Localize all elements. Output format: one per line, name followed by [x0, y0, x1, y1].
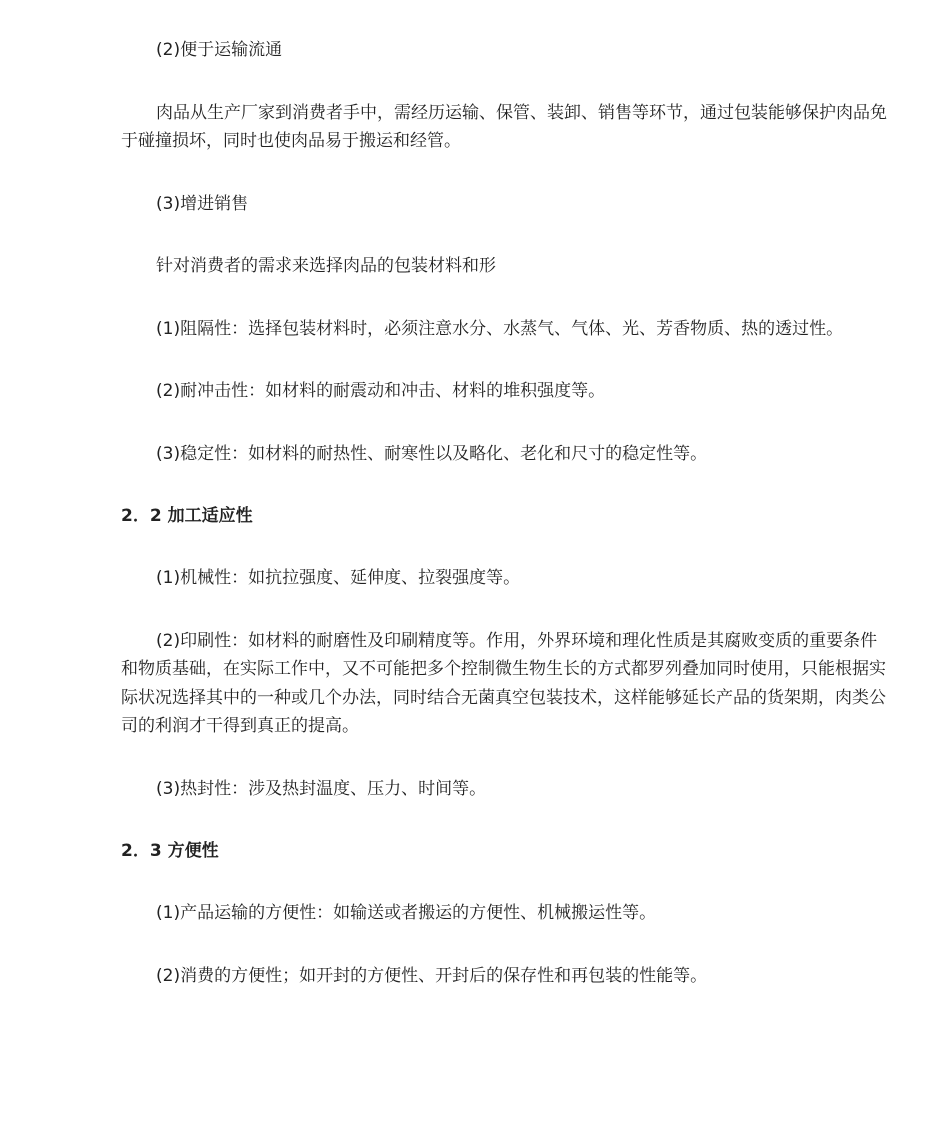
paragraph-sales: (3)增进销售	[156, 193, 249, 214]
paragraph-stability: (3)稳定性：如材料的耐热性、耐寒性以及略化、老化和尺寸的稳定性等。	[156, 443, 708, 464]
paragraph-impact-resistance: (2)耐冲击性：如材料的耐震动和冲击、材料的堆积强度等。	[156, 381, 606, 401]
section-heading-convenience: 2．3 方便性	[121, 841, 219, 861]
paragraph-consumer-needs: 针对消费者的需求来选择肉品的包装材料和形	[156, 256, 496, 276]
paragraph-transport-convenience: (1)产品运输的方便性：如输送或者搬运的方便性、机械搬运性等。	[156, 903, 657, 923]
paragraph-barrier: (1)阻隔性：选择包装材料时，必须注意水分、水蒸气、气体、光、芳香物质、热的透过性。	[156, 318, 844, 339]
section-heading-processing: 2．2 加工适应性	[121, 506, 253, 526]
paragraph-transport-detail: 肉品从生产厂家到消费者手中，需经历运输、保管、装卸、销售等环节，通过包装能够保护肉品免于碰撞损坏，同时也使肉品易于搬运和经管。	[121, 102, 887, 151]
paragraph-printability: (2)印刷性：如材料的耐磨性及印刷精度等。作用，外界环境和理化性质是其腐败变质的重要条件和物质基础，在实际工作中，又不可能把多个控制微生物生长的方式都罗列叠加同时使用，只能根据实际状况选择其中的一种或几个办法，同时结合无菌真空包装技术，这样能够延长产品的货架期，肉类公司的利润才干得到真正的提高。	[121, 630, 886, 736]
paragraph-heat-seal: (3)热封性：涉及热封温度、压力、时间等。	[156, 778, 487, 799]
paragraph-mechanical: (1)机械性：如抗拉强度、延伸度、拉裂强度等。	[156, 568, 521, 588]
paragraph-transport: (2)便于运输流通	[156, 40, 283, 60]
paragraph-consumption-convenience: (2)消费的方便性；如开封的方便性、开封后的保存性和再包装的性能等。	[156, 965, 708, 986]
